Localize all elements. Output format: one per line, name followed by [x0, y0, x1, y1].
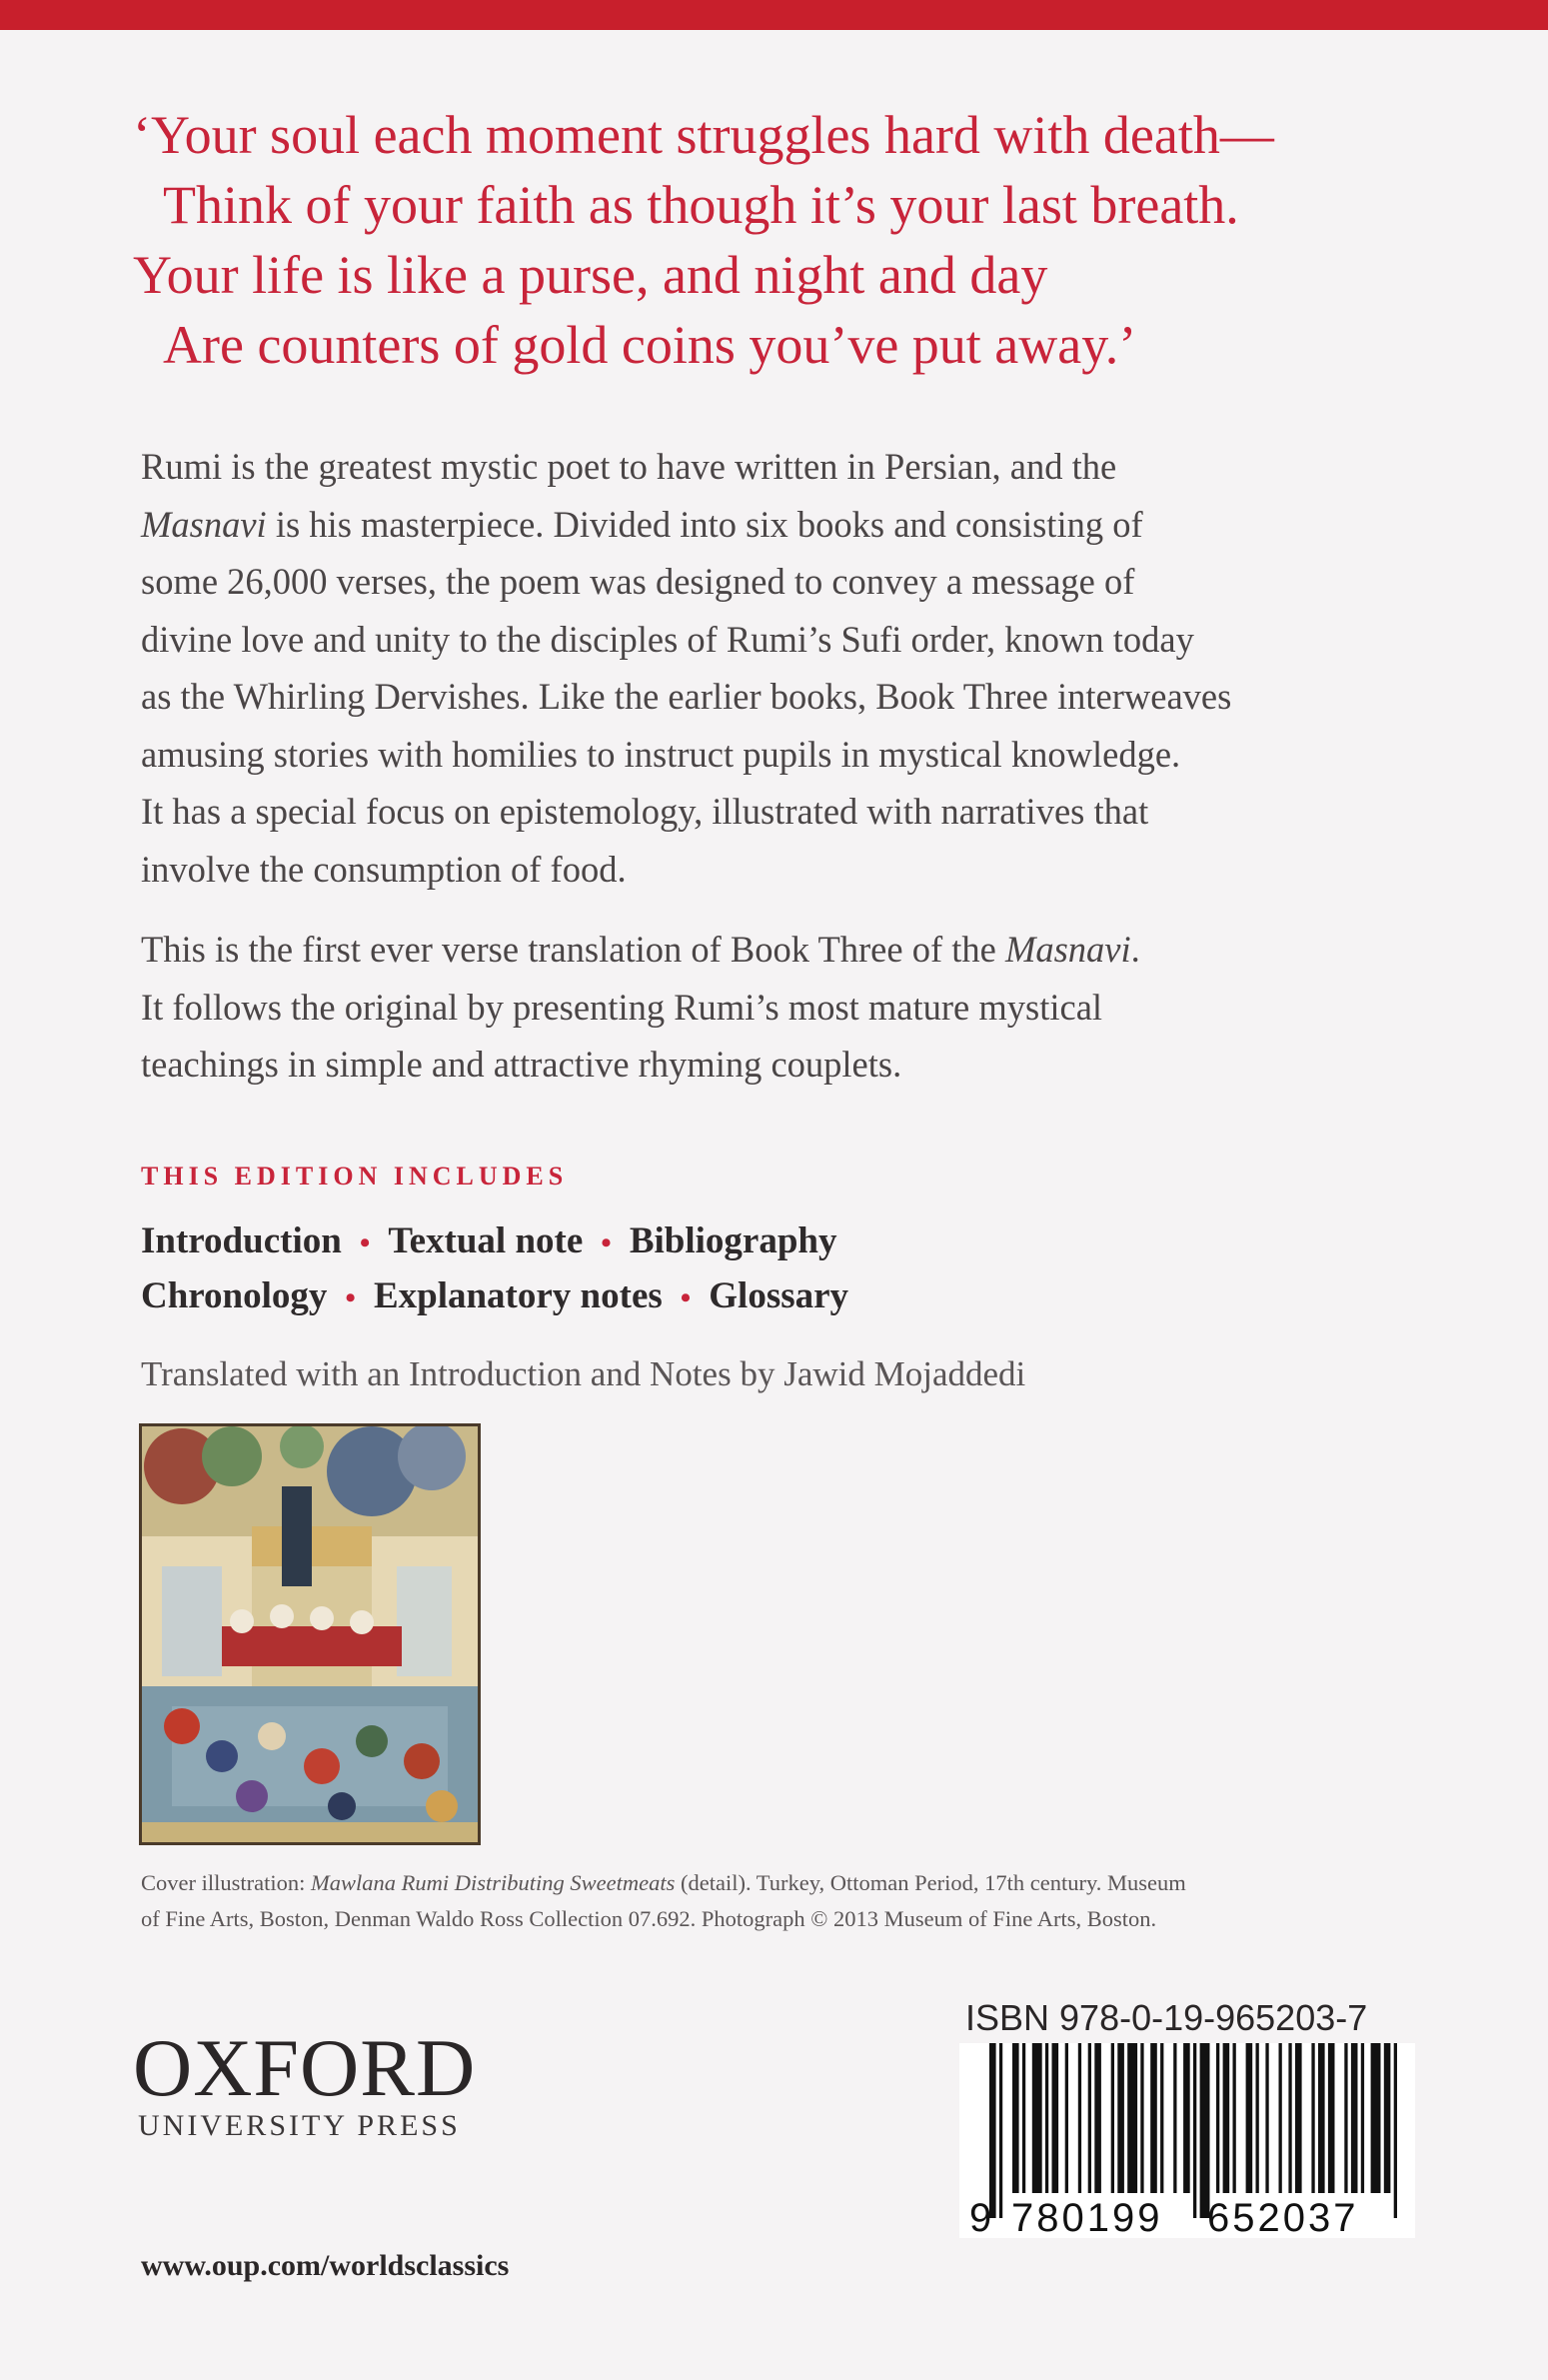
bullet-separator: •	[601, 1226, 612, 1259]
includes-item: Bibliography	[629, 1220, 837, 1261]
caption-title-italic: Mawlana Rumi Distributing Sweetmeats	[310, 1870, 676, 1895]
includes-row	[141, 1214, 1340, 1269]
barcode-bar	[1078, 2043, 1081, 2193]
bullet-separator: •	[345, 1281, 356, 1314]
barcode-bar	[999, 2043, 1002, 2218]
publisher-logo-subname: UNIVERSITY PRESS	[138, 2109, 461, 2142]
barcode-bar	[1052, 2043, 1059, 2193]
barcode-bar	[1183, 2043, 1190, 2193]
top-color-band	[0, 0, 1548, 30]
caption-line: of Fine Arts, Boston, Denman Waldo Ross Collection 07.692. Photograph © 2013 Museum of Fine Arts, Boston.	[141, 1906, 1157, 1931]
barcode-bar	[1140, 2043, 1143, 2193]
description-line: as the Whirling Dervishes. Like the earlier books, Book Three interweaves	[141, 676, 1232, 717]
publisher-logo-name: OXFORD	[133, 2022, 477, 2113]
barcode-bar	[1045, 2043, 1048, 2193]
barcode-bar	[1200, 2043, 1210, 2218]
barcode-bar	[1094, 2043, 1101, 2193]
barcode-digits-right: 652037	[1207, 2196, 1359, 2238]
barcode-bar	[1216, 2043, 1219, 2193]
description-paragraph-1	[141, 438, 1440, 898]
description-line	[141, 496, 1440, 554]
barcode-bar	[1233, 2043, 1236, 2193]
includes-item: Glossary	[709, 1275, 849, 1316]
includes-item: Textual note	[388, 1220, 584, 1261]
description-line: It follows the original by presenting Rumi’s most mature mystical	[141, 986, 1103, 1028]
quote-line-4: Are counters of gold coins you’ve put away.’	[163, 315, 1137, 375]
barcode-bar	[1032, 2043, 1042, 2193]
barcode-bar	[1361, 2043, 1364, 2193]
description-line: Rumi is the greatest mystic poet to have written in Persian, and the	[141, 446, 1117, 487]
barcode-bar	[1065, 2043, 1068, 2193]
barcode-digits-left: 780199	[1011, 2196, 1163, 2238]
barcode-bar	[1279, 2043, 1282, 2193]
includes-item: Introduction	[141, 1220, 342, 1261]
barcode-bar	[1012, 2043, 1019, 2193]
barcode-bar	[1117, 2043, 1124, 2193]
barcode-bar	[1295, 2043, 1302, 2193]
description-line: some 26,000 verses, the poem was designed to convey a message of	[141, 561, 1135, 602]
barcode-bar	[1371, 2043, 1381, 2193]
quote-line-2: Think of your faith as though it’s your last breath.	[163, 175, 1239, 235]
barcode-bar	[1111, 2043, 1114, 2193]
quote-line-3: Your life is like a purse, and night and day	[133, 245, 1048, 305]
translator-credit: Translated with an Introduction and Notes by Jawid Mojaddedi	[141, 1354, 1026, 1393]
caption-text: Cover illustration:	[141, 1870, 311, 1895]
barcode-bar	[1311, 2043, 1314, 2193]
barcode-bar	[1150, 2043, 1157, 2193]
includes-item: Explanatory notes	[373, 1275, 663, 1316]
description-line: teachings in simple and attractive rhyming couplets.	[141, 1044, 902, 1085]
publisher-url: www.oup.com/worldsclassics	[141, 2249, 510, 2282]
description-text: is his masterpiece. Divided into six books and consisting of	[266, 503, 1143, 545]
description-line	[141, 921, 1440, 979]
barcode-bar	[1351, 2043, 1358, 2193]
barcode-bar	[1328, 2043, 1335, 2193]
isbn-barcode	[959, 2043, 1415, 2238]
barcode-bar	[989, 2043, 996, 2218]
book-title-italic: Masnavi	[141, 503, 267, 545]
cover-caption	[141, 1865, 1440, 1937]
book-title-italic: Masnavi	[1004, 929, 1131, 970]
barcode-bar	[1088, 2043, 1091, 2193]
quote-line-1: ‘Your soul each moment struggles hard with death—	[133, 105, 1274, 165]
includes-item: Chronology	[141, 1275, 328, 1316]
isbn-label: ISBN 978-0-19-965203-7	[965, 1997, 1368, 2038]
barcode-bar	[1265, 2043, 1268, 2193]
description-line: amusing stories with homilies to instruct pupils in mystical knowledge.	[141, 733, 1181, 775]
description-text: .	[1130, 929, 1140, 970]
edition-includes-list	[141, 1214, 1340, 1324]
description-line: It has a special focus on epistemology, illustrated with narratives that	[141, 791, 1149, 832]
barcode-lead-digit: 9	[969, 2196, 992, 2238]
epigraph-quote	[133, 100, 1432, 380]
barcode-bar	[1193, 2043, 1196, 2218]
description-line: divine love and unity to the disciples of Rumi’s Sufi order, known today	[141, 618, 1194, 660]
barcode-bar	[1022, 2043, 1025, 2193]
barcode-bar	[1288, 2043, 1291, 2193]
barcode-bar	[1384, 2043, 1391, 2193]
caption-text: (detail). Turkey, Ottoman Period, 17th century. Museum	[675, 1870, 1186, 1895]
bullet-separator: •	[680, 1281, 692, 1314]
description-text: This is the first ever verse translation of Book Three of the	[141, 929, 1005, 970]
barcode-bar	[1223, 2043, 1230, 2193]
caption-line	[141, 1865, 1440, 1901]
barcode-bar	[1344, 2043, 1347, 2193]
barcode-bar	[1173, 2043, 1176, 2193]
barcode-bar	[1256, 2043, 1259, 2193]
bullet-separator: •	[359, 1226, 371, 1259]
description-line: involve the consumption of food.	[141, 848, 627, 890]
barcode-bar	[1394, 2043, 1397, 2218]
barcode-bar	[1127, 2043, 1137, 2193]
barcode-bar	[1160, 2043, 1163, 2193]
edition-heading: THIS EDITION INCLUDES	[141, 1162, 569, 1190]
cover-illustration-image	[139, 1423, 481, 1845]
barcode-bar	[1318, 2043, 1325, 2193]
includes-row	[141, 1269, 1340, 1324]
barcode-bar	[1246, 2043, 1253, 2193]
description-paragraph-2	[141, 921, 1440, 1094]
